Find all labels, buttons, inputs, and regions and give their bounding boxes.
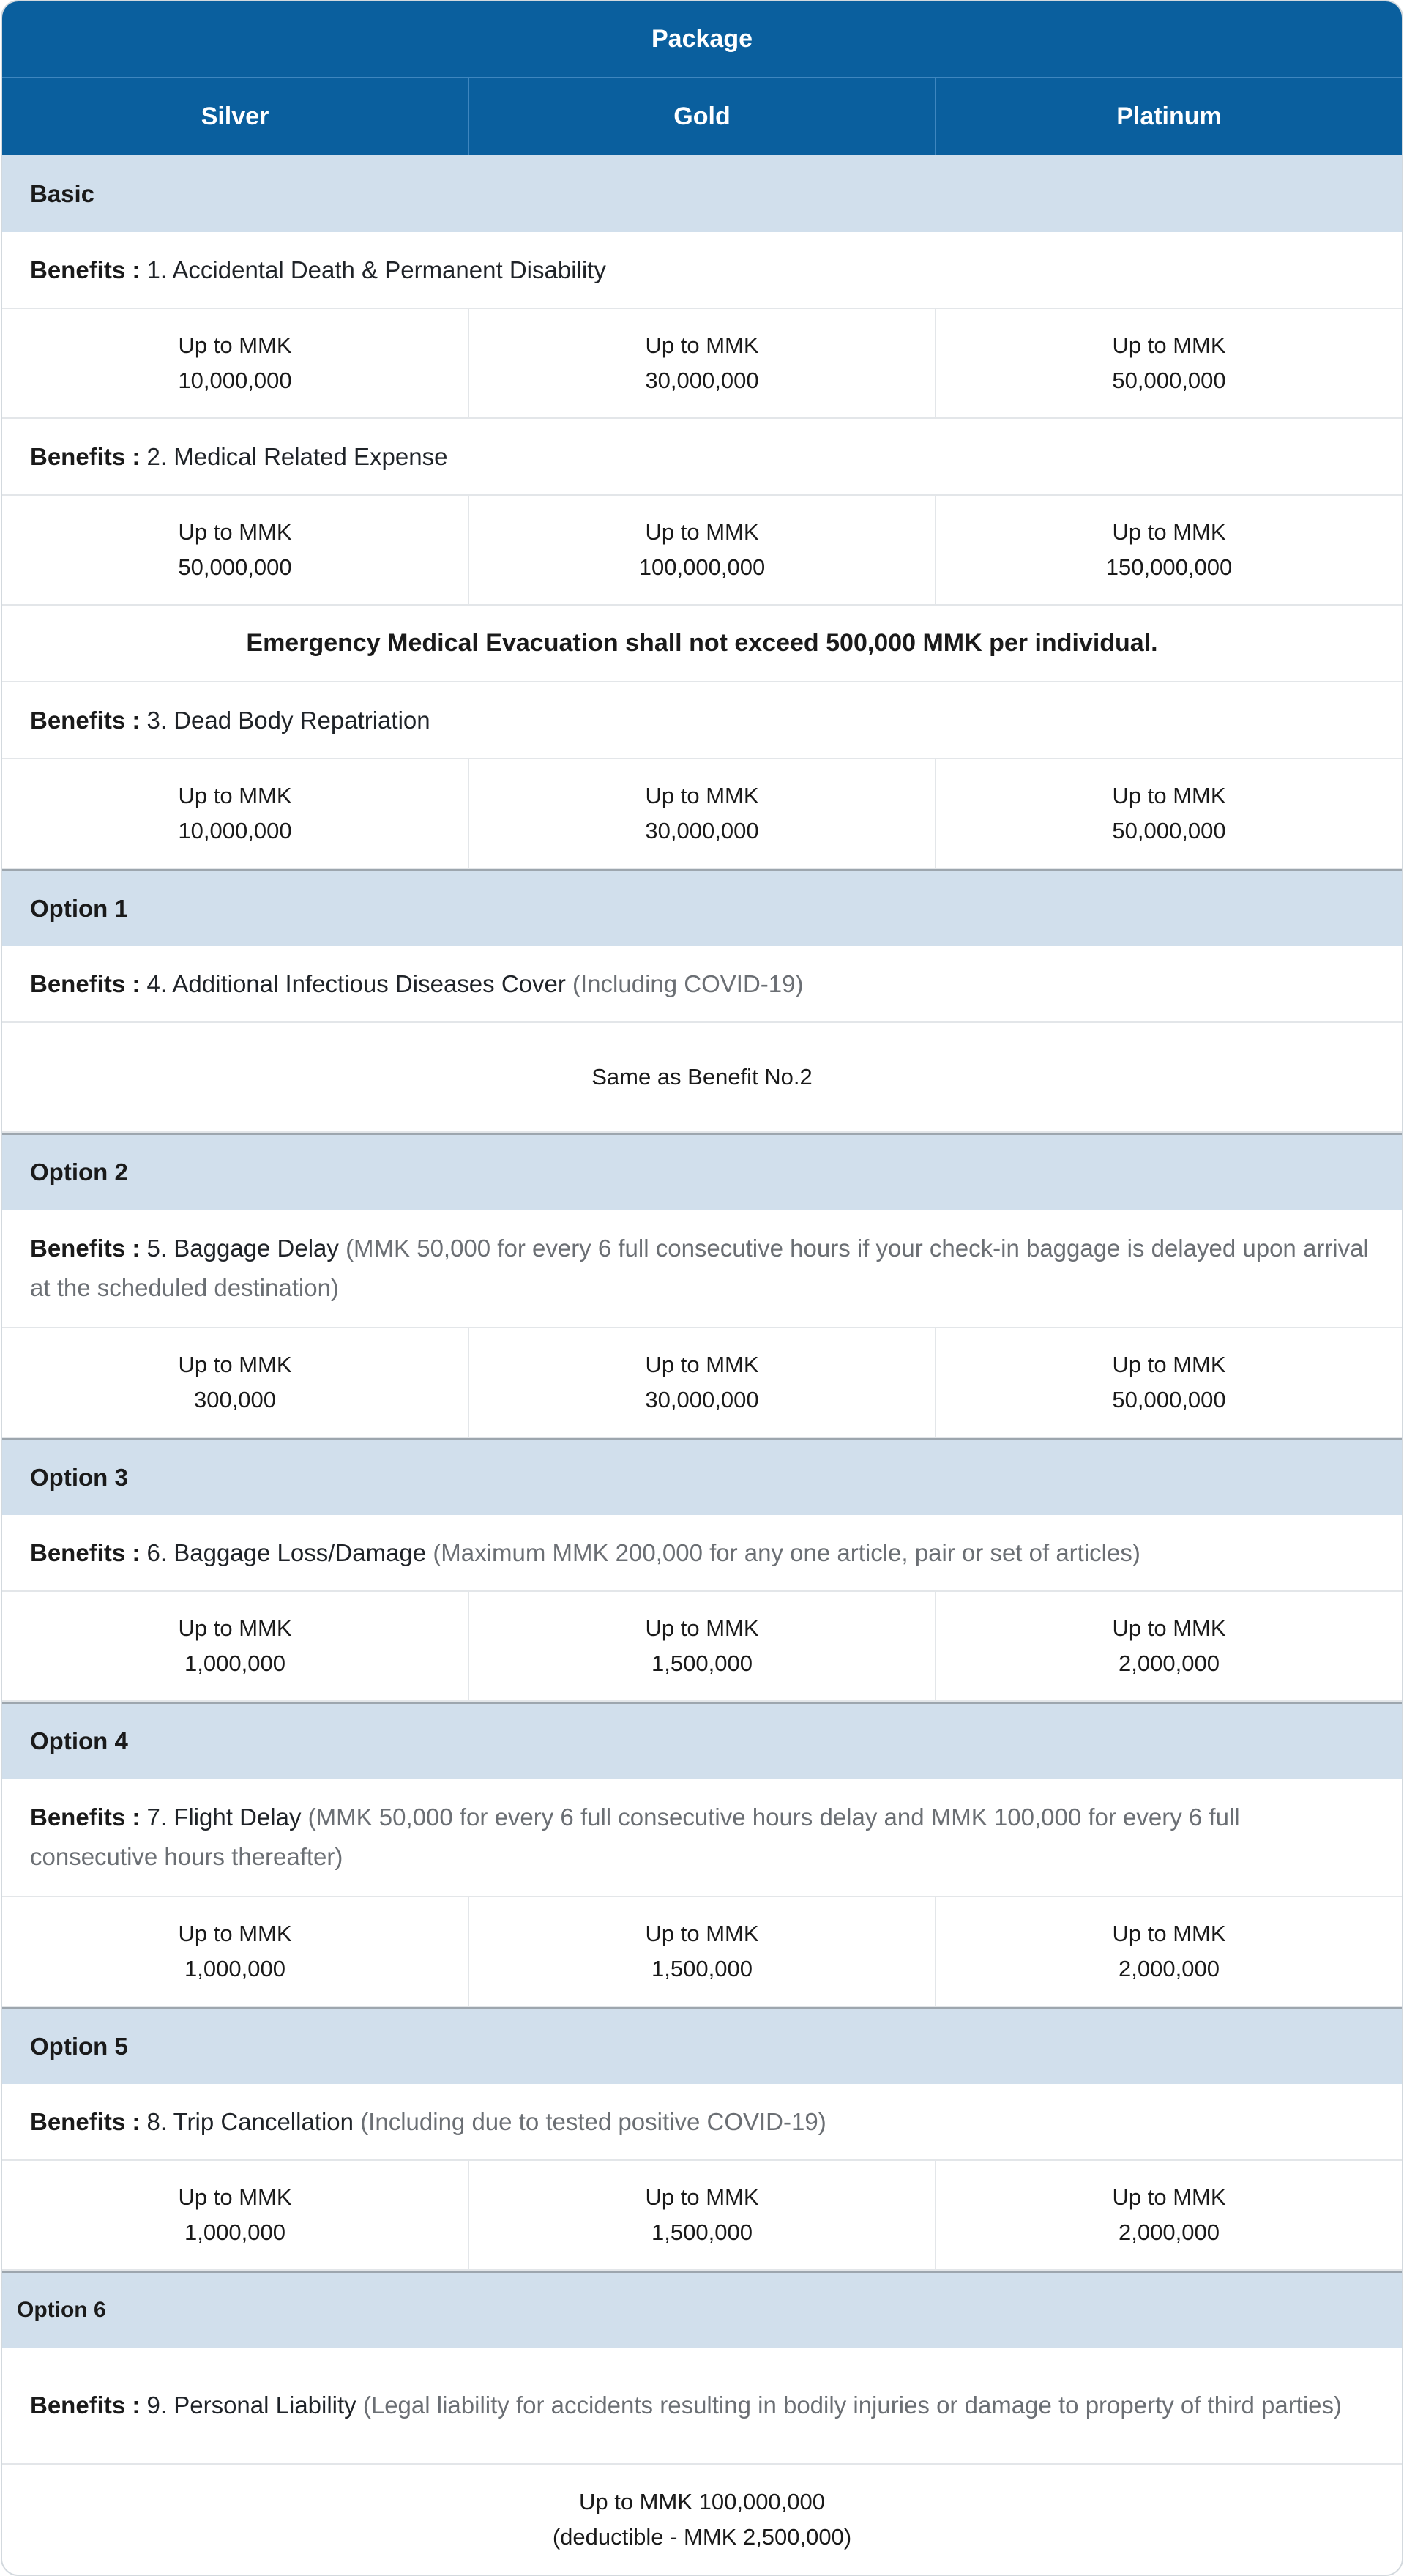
benefit-row-9 — [2, 2348, 1402, 2465]
package-title: Package — [651, 25, 753, 53]
section-option-2: Option 2 — [2, 1133, 1402, 1210]
value-gold: Up to MMK 1,500,000 — [469, 1897, 936, 2006]
tier-header-row — [2, 78, 1402, 155]
value-gold: Up to MMK 30,000,000 — [469, 759, 936, 868]
benefit-row-2 — [2, 419, 1402, 496]
benefit-value-9: Up to MMK 100,000,000 (deductible - MMK 2,500,000) — [2, 2465, 1402, 2575]
benefit-values-1 — [2, 309, 1402, 419]
benefit-label: Benefits : — [30, 442, 141, 470]
value-gold: Up to MMK 1,500,000 — [469, 1592, 936, 1700]
benefit-label: Benefits : — [30, 706, 141, 734]
benefit-note: (Including COVID-19) — [572, 969, 804, 997]
section-option-6: Option 6 — [2, 2271, 1402, 2348]
section-option-3: Option 3 — [2, 1438, 1402, 1515]
value-gold: Up to MMK 100,000,000 — [469, 496, 936, 604]
benefit-note: (Legal liability for accidents resulting in bodily injuries or damage to property of third parties) — [362, 2391, 1343, 2419]
benefit-values-7 — [2, 1897, 1402, 2007]
value-platinum: Up to MMK 2,000,000 — [1112, 1615, 1226, 1676]
benefit-values-5 — [2, 1328, 1402, 1438]
value-silver: Up to MMK 10,000,000 — [2, 309, 469, 417]
package-table — [1, 0, 1403, 2576]
benefit-title: 2. Medical Related Expense — [146, 442, 448, 470]
benefit-values-2 — [2, 496, 1402, 606]
benefit-title: 8. Trip Cancellation — [146, 2107, 354, 2135]
benefit-values-3 — [2, 759, 1402, 869]
benefit-note: (Maximum MMK 200,000 for any one article, pair or set of articles) — [433, 1538, 1140, 1566]
value-platinum: Up to MMK 50,000,000 — [1112, 1352, 1226, 1412]
value-silver: Up to MMK 1,000,000 — [2, 1592, 469, 1700]
benefit-title: 6. Baggage Loss/Damage — [146, 1538, 427, 1566]
section-option-1: Option 1 — [2, 869, 1402, 946]
benefit-label: Benefits : — [30, 969, 141, 997]
benefit-note: (MMK 50,000 for every 6 full consecutive hours delay and MMK 100,000 for every 6 full consecutive hours thereafter) — [30, 1803, 1240, 1870]
benefit-row-3 — [2, 682, 1402, 759]
value-platinum: Up to MMK 2,000,000 — [1112, 1921, 1226, 1981]
benefit-title: 5. Baggage Delay — [146, 1235, 339, 1262]
benefit-row-6 — [2, 1515, 1402, 1592]
value-silver: Up to MMK 1,000,000 — [2, 2161, 469, 2269]
value-silver: Up to MMK 300,000 — [2, 1328, 469, 1437]
benefit-label: Benefits : — [30, 1803, 141, 1831]
benefit-note: (MMK 50,000 for every 6 full consecutive hours if your check-in baggage is delayed upon arrival at the scheduled destination) — [30, 1235, 1369, 1301]
tier-gold: Gold — [469, 78, 936, 155]
tier-silver: Silver — [2, 78, 469, 155]
benefit-values-6 — [2, 1592, 1402, 1702]
value-platinum: Up to MMK 50,000,000 — [1112, 332, 1226, 393]
benefit-title: 3. Dead Body Repatriation — [146, 706, 430, 734]
section-option-5: Option 5 — [2, 2007, 1402, 2084]
value-gold: Up to MMK 30,000,000 — [469, 309, 936, 417]
benefit-row-8 — [2, 2084, 1402, 2161]
tier-platinum: Platinum — [1116, 103, 1222, 130]
evacuation-notice: Emergency Medical Evacuation shall not exceed 500,000 MMK per individual. — [2, 606, 1402, 682]
value-platinum: Up to MMK 150,000,000 — [1105, 519, 1233, 580]
section-basic: Basic — [2, 155, 1402, 232]
value-platinum: Up to MMK 2,000,000 — [1112, 2184, 1226, 2245]
benefit-value-4: Same as Benefit No.2 — [2, 1023, 1402, 1133]
value-silver: Up to MMK 10,000,000 — [2, 759, 469, 868]
benefit-row-4 — [2, 946, 1402, 1023]
package-header — [2, 1, 1402, 78]
benefit-values-8 — [2, 2161, 1402, 2271]
benefit-title: 1. Accidental Death & Permanent Disability — [146, 256, 606, 283]
value-platinum: Up to MMK 50,000,000 — [1112, 783, 1226, 844]
benefit-title: 4. Additional Infectious Diseases Cover — [146, 969, 566, 997]
value-gold: Up to MMK 30,000,000 — [469, 1328, 936, 1437]
benefit-label: Benefits : — [30, 1235, 141, 1262]
value-silver: Up to MMK 50,000,000 — [2, 496, 469, 604]
benefit-label: Benefits : — [30, 1538, 141, 1566]
benefit-label: Benefits : — [30, 256, 141, 283]
benefit-note: (Including due to tested positive COVID-19) — [360, 2107, 826, 2135]
benefit-title: 9. Personal Liability — [146, 2391, 356, 2419]
benefit-label: Benefits : — [30, 2391, 141, 2419]
benefit-title: 7. Flight Delay — [146, 1803, 302, 1831]
benefit-row-5 — [2, 1210, 1402, 1328]
value-silver: Up to MMK 1,000,000 — [2, 1897, 469, 2006]
section-option-4: Option 4 — [2, 1702, 1402, 1779]
value-gold: Up to MMK 1,500,000 — [469, 2161, 936, 2269]
benefit-row-1 — [2, 232, 1402, 309]
benefit-row-7 — [2, 1779, 1402, 1897]
benefit-label: Benefits : — [30, 2107, 141, 2135]
